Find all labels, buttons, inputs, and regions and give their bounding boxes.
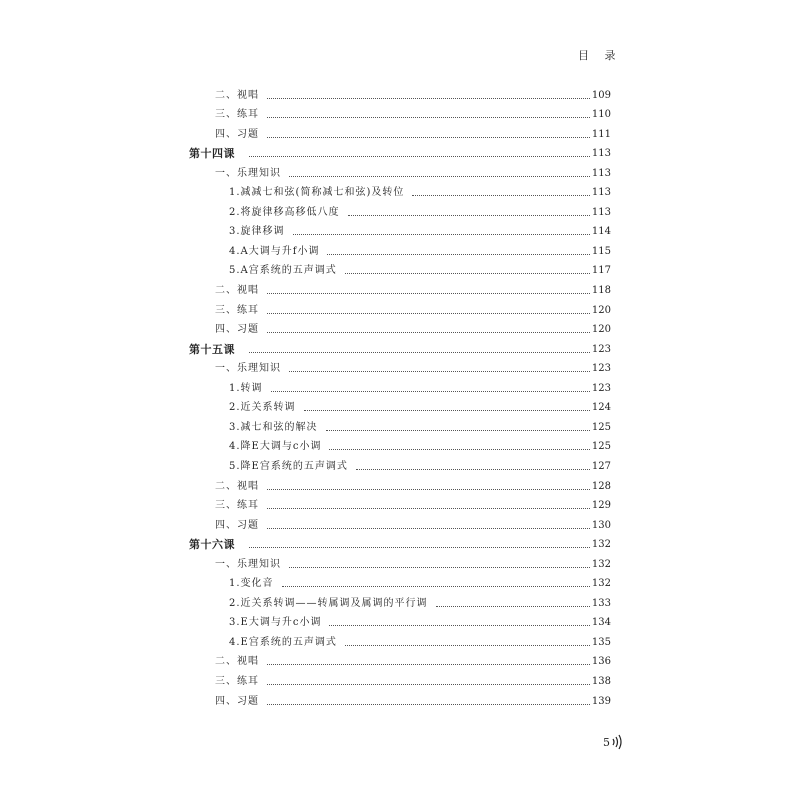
toc-entry-row [229, 180, 611, 200]
toc-entry-label: 二、视唱 [215, 480, 259, 492]
toc-entry-label: 4.降E大调与c小调 [229, 441, 322, 453]
toc-entry-page: 113 [591, 187, 611, 199]
toc-leader-dots [289, 175, 590, 177]
toc-entry-page: 134 [591, 617, 611, 629]
toc-entry-label: 第十五课 [189, 342, 235, 356]
toc-entry-row [215, 473, 611, 493]
toc-leader-dots [267, 507, 590, 509]
toc-leader-dots [304, 409, 590, 411]
toc-leader-dots [327, 253, 589, 255]
toc-leader-dots [267, 331, 590, 333]
toc-entry-label: 一、乐理知识 [215, 558, 281, 570]
toc-entry-label: 二、视唱 [215, 656, 259, 668]
toc-entry-label: 三、练耳 [215, 500, 259, 512]
toc-entry-page: 109 [591, 89, 611, 101]
toc-entry-page: 129 [591, 500, 611, 512]
toc-leader-dots [293, 233, 590, 235]
toc-entry-label: 5.降E宫系统的五声调式 [229, 460, 348, 472]
toc-entry-row [215, 317, 611, 337]
toc-lesson-row [189, 141, 611, 161]
toc-leader-dots [267, 116, 590, 118]
toc-entry-row [229, 258, 611, 278]
toc-leader-dots [267, 703, 590, 705]
toc-entry-row [229, 590, 611, 610]
toc-entry-label: 二、视唱 [215, 89, 259, 101]
toc-entry-row [215, 669, 611, 689]
toc-entry-row [229, 375, 611, 395]
toc-leader-dots [348, 214, 590, 216]
toc-entry-label: 4.E宫系统的五声调式 [229, 636, 337, 648]
toc-entry-label: 四、习题 [215, 695, 259, 707]
toc-entry-label: 三、练耳 [215, 109, 259, 121]
toc-leader-dots [267, 97, 590, 99]
toc-entry-page: 127 [591, 460, 611, 472]
toc-entry-label: 3.减七和弦的解决 [229, 421, 318, 433]
toc-entry-label: 3.旋律移调 [229, 226, 285, 238]
toc-leader-dots [282, 585, 590, 587]
toc-entry-row [229, 571, 611, 591]
toc-entry-row [215, 688, 611, 708]
toc-entry-page: 133 [591, 597, 611, 609]
toc-entry-page: 117 [591, 265, 611, 277]
toc-leader-dots [267, 136, 590, 138]
toc-entry-row [215, 102, 611, 122]
toc-leader-dots [271, 390, 590, 392]
toc-entry-label: 1.变化音 [229, 578, 274, 590]
toc-entry-row [229, 219, 611, 239]
toc-entry-label: 5.A宫系统的五声调式 [229, 265, 337, 277]
toc-entry-page: 123 [591, 382, 611, 394]
toc-entry-page: 132 [591, 558, 611, 570]
toc-leader-dots [326, 429, 590, 431]
toc-entry-page: 139 [591, 695, 611, 707]
toc-entry-page: 132 [591, 578, 611, 590]
toc-leader-dots [267, 488, 590, 490]
toc-entry-row [215, 649, 611, 669]
toc-leader-dots [249, 155, 590, 157]
running-header: 目 录 [578, 49, 622, 62]
toc-entry-row [229, 238, 611, 258]
toc-entry-row [229, 199, 611, 219]
toc-leader-dots [267, 527, 590, 529]
toc-entry-label: 四、习题 [215, 128, 259, 140]
toc-entry-row [215, 121, 611, 141]
toc-entry-row [229, 610, 611, 630]
toc-entry-page: 124 [591, 402, 611, 414]
toc-entry-row [229, 395, 611, 415]
toc-entry-page: 123 [591, 343, 611, 355]
toc-entry-row [215, 551, 611, 571]
toc-entry-page: 130 [591, 519, 611, 531]
toc-entry-label: 二、视唱 [215, 285, 259, 296]
toc-entry-label: 4.A大调与升f小调 [229, 245, 320, 257]
toc-entry-page: 115 [591, 245, 611, 257]
toc-leader-dots [412, 194, 590, 196]
toc-leader-dots [329, 448, 589, 450]
toc-entry-row [215, 493, 611, 513]
toc-entry-page: 135 [591, 636, 611, 648]
toc-entry-row [215, 278, 611, 298]
toc-entry-label: 一、乐理知识 [215, 363, 281, 375]
toc-entry-label: 一、乐理知识 [215, 167, 281, 179]
toc-leader-dots [345, 272, 590, 274]
toc-entry-page: 125 [591, 421, 611, 433]
toc-entry-page: 120 [591, 304, 611, 316]
toc-entry-page: 138 [591, 676, 611, 687]
toc-entry-page: 125 [591, 441, 611, 453]
toc-leader-dots [436, 605, 590, 607]
toc-entry-label: 3.E大调与升c小调 [229, 617, 322, 629]
toc-entry-row [215, 512, 611, 532]
toc-leader-dots [249, 351, 590, 353]
toc-entry-label: 2.将旋律移高移低八度 [229, 206, 340, 218]
toc-leader-dots [345, 644, 590, 646]
toc-entry-page: 136 [591, 656, 611, 668]
toc-entry-label: 2.近关系转调 [229, 402, 296, 414]
toc-entry-row [215, 160, 611, 180]
toc-entry-label: 第十六课 [189, 538, 235, 552]
toc-entry-row [229, 629, 611, 649]
toc-entry-page: 123 [591, 363, 611, 375]
toc-leader-dots [249, 546, 590, 548]
toc-leader-dots [289, 566, 590, 568]
toc-entry-page: 113 [591, 206, 611, 218]
toc-entry-row [215, 297, 611, 317]
toc-leader-dots [267, 683, 590, 685]
toc-entry-label: 2.近关系转调——转属调及属调的平行调 [229, 597, 428, 609]
sound-waves-icon [611, 734, 623, 750]
toc-entry-page: 128 [591, 480, 611, 492]
toc-entry-row [229, 434, 611, 454]
toc-entry-label: 第十四课 [189, 147, 235, 161]
toc-entry-label: 三、练耳 [215, 676, 259, 687]
toc-entry-page: 114 [591, 226, 611, 238]
toc-entry-row [215, 356, 611, 376]
toc-entry-label: 四、习题 [215, 324, 259, 336]
toc-entry-page: 110 [591, 109, 611, 121]
toc-entry-row [229, 453, 611, 473]
toc-entry-page: 113 [591, 148, 611, 160]
toc-entry-page: 120 [591, 324, 611, 336]
page-number [603, 734, 623, 750]
toc-entry-row [229, 414, 611, 434]
toc-entry-label: 三、练耳 [215, 304, 259, 316]
toc-leader-dots [267, 663, 590, 665]
toc-leader-dots [289, 370, 590, 372]
toc-leader-dots [329, 624, 589, 626]
toc-entry-row [215, 82, 611, 102]
toc-entry-page: 132 [591, 539, 611, 551]
toc-leader-dots [267, 292, 590, 294]
toc-lesson-row [189, 336, 611, 356]
toc-entry-page: 113 [591, 167, 611, 179]
page-number-text: 5 [603, 735, 610, 749]
toc-leader-dots [356, 468, 590, 470]
toc-entry-page: 118 [591, 285, 611, 296]
toc-leader-dots [267, 312, 590, 314]
toc-entry-label: 四、习题 [215, 519, 259, 531]
toc-entry-label: 1.转调 [229, 382, 263, 394]
toc-entry-label: 1.减减七和弦(简称减七和弦)及转位 [229, 187, 405, 199]
toc-lesson-row [189, 532, 611, 552]
toc-entry-page: 111 [591, 128, 611, 140]
